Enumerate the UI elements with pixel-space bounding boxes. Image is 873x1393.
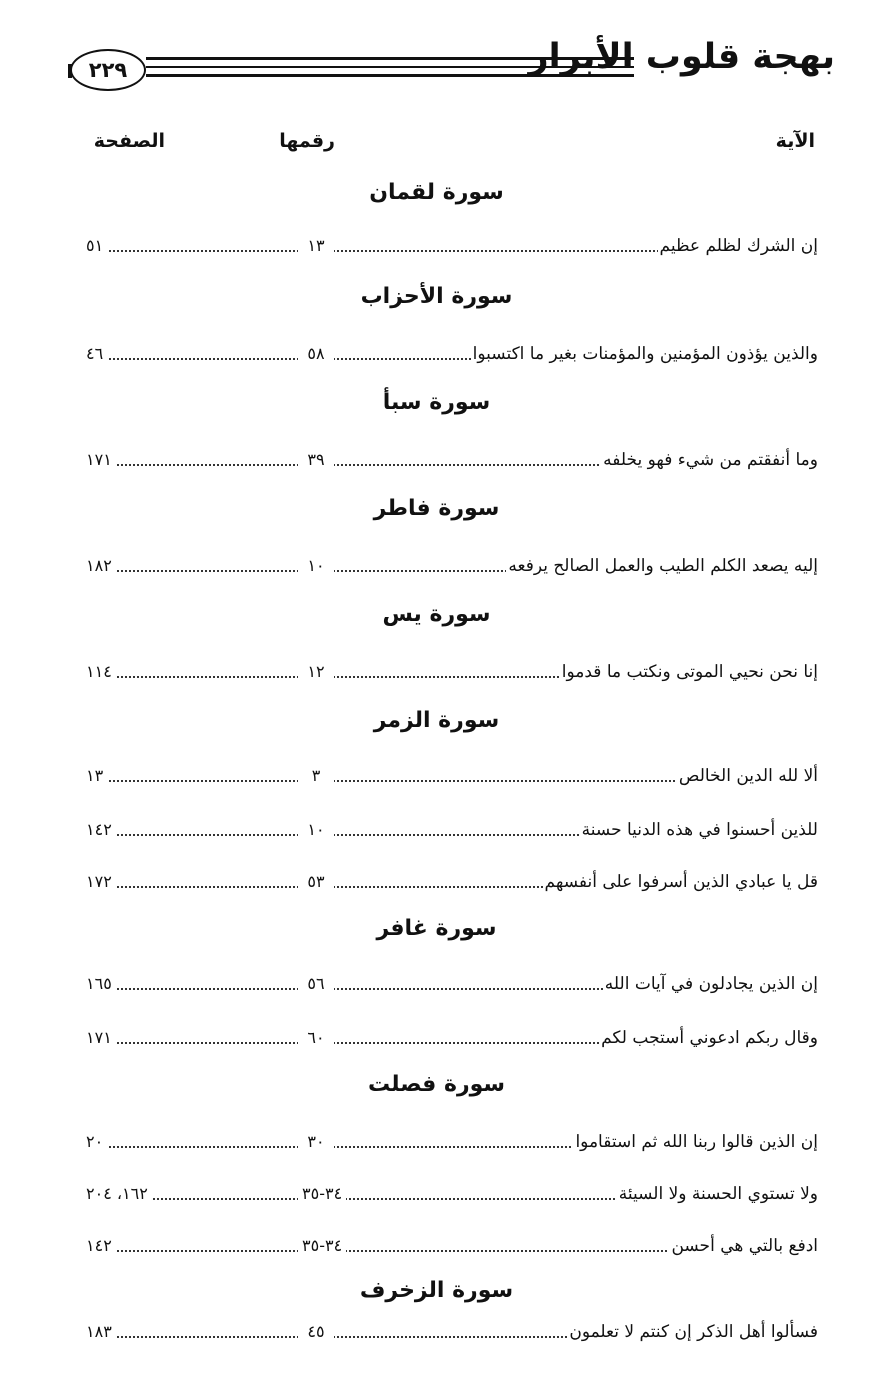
page-reference: ١٤٢	[86, 1232, 116, 1260]
page-reference: ٥١	[86, 232, 107, 260]
index-entry	[86, 970, 818, 998]
index-entry	[86, 340, 818, 368]
ayah-text: فسألوا أهل الذكر إن كنتم لا تعلمون	[567, 1318, 818, 1346]
page-number: ٢٢٩	[70, 49, 146, 91]
ayah-text: ولا تستوي الحسنة ولا السيئة	[617, 1180, 818, 1208]
ayah-text: إنا نحن نحيي الموتى ونكتب ما قدموا	[560, 658, 818, 686]
ayah-number: ٣٠	[298, 1128, 334, 1156]
surah-heading: سورة فاطر	[373, 496, 500, 521]
surah-heading: سورة فصلت	[367, 1072, 506, 1097]
surah-heading: سورة الزخرف	[359, 1278, 514, 1303]
ayah-text: ادفع بالتي هي أحسن	[669, 1232, 818, 1260]
ayah-number: ٣٩	[298, 446, 334, 474]
ayah-number: ٥٨	[298, 340, 334, 368]
surah-heading: سورة غافر	[376, 916, 497, 941]
surah-heading: سورة الزمر	[373, 708, 500, 733]
ayah-number: ١٠	[298, 552, 334, 580]
column-heading-page: الصفحة	[93, 130, 165, 152]
ayah-text: وقال ربكم ادعوني أستجب لكم	[599, 1024, 818, 1052]
ayah-text: إن الذين يجادلون في آيات الله	[603, 970, 818, 998]
page-reference: ١٧١	[86, 1024, 116, 1052]
ayah-number: ١٠	[298, 816, 334, 844]
column-heading-number: رقمها	[279, 130, 335, 152]
ayah-text: إليه يصعد الكلم الطيب والعمل الصالح يرفعه	[506, 552, 818, 580]
ayah-text: والذين يؤذون المؤمنين والمؤمنات بغير ما اكتسبوا	[471, 340, 818, 368]
page-reference: ١٦٥	[86, 970, 116, 998]
ayah-text: ألا لله الدين الخالص	[677, 762, 818, 790]
ayah-text: قل يا عبادي الذين أسرفوا على أنفسهم	[543, 868, 818, 896]
page-reference: ١٣	[86, 762, 107, 790]
index-entry	[86, 762, 818, 790]
page-reference: ١٧١	[86, 446, 116, 474]
ayah-text: وما أنفقتم من شيء فهو يخلفه	[601, 446, 818, 474]
page-reference: ١٧٢	[86, 868, 116, 896]
index-entry	[86, 446, 818, 474]
book-title: بهجة قلوب الأبرار	[528, 37, 835, 77]
surah-heading: سورة يس	[382, 602, 491, 627]
ayah-number: ٣٤-٣٥	[298, 1232, 346, 1260]
surah-heading: سورة سبأ	[382, 390, 491, 415]
ayah-number: ١٣	[298, 232, 334, 260]
page-reference: ١١٤	[86, 658, 116, 686]
index-entry	[86, 816, 818, 844]
page-reference: ١٨٣	[86, 1318, 116, 1346]
index-entry	[86, 658, 818, 686]
ayah-number: ٣	[298, 762, 334, 790]
ayah-number: ٥٣	[298, 868, 334, 896]
index-entry	[86, 232, 818, 260]
page-reference: ٢٠	[86, 1128, 107, 1156]
surah-heading: سورة الأحزاب	[360, 284, 513, 309]
ayah-number: ١٢	[298, 658, 334, 686]
page-reference: ٤٦	[86, 340, 107, 368]
page-reference: ١٤٢	[86, 816, 116, 844]
ayah-text: للذين أحسنوا في هذه الدنيا حسنة	[580, 816, 818, 844]
index-entry	[86, 1024, 818, 1052]
ayah-text: إن الشرك لظلم عظيم	[658, 232, 818, 260]
ayah-number: ٣٤-٣٥	[298, 1180, 346, 1208]
index-entry	[86, 1180, 818, 1208]
index-entry	[86, 552, 818, 580]
page-reference: ١٨٢	[86, 552, 116, 580]
ayah-number: ٦٠	[298, 1024, 334, 1052]
ayah-number: ٥٦	[298, 970, 334, 998]
index-entry	[86, 1128, 818, 1156]
page-reference: ١٦٢، ٢٠٤	[86, 1180, 152, 1208]
index-entry	[86, 1318, 818, 1346]
surah-heading: سورة لقمان	[369, 180, 504, 205]
column-heading-ayah: الآية	[775, 130, 815, 152]
ayah-text: إن الذين قالوا ربنا الله ثم استقاموا	[573, 1128, 818, 1156]
index-entry	[86, 1232, 818, 1260]
ayah-number: ٤٥	[298, 1318, 334, 1346]
index-entry	[86, 868, 818, 896]
